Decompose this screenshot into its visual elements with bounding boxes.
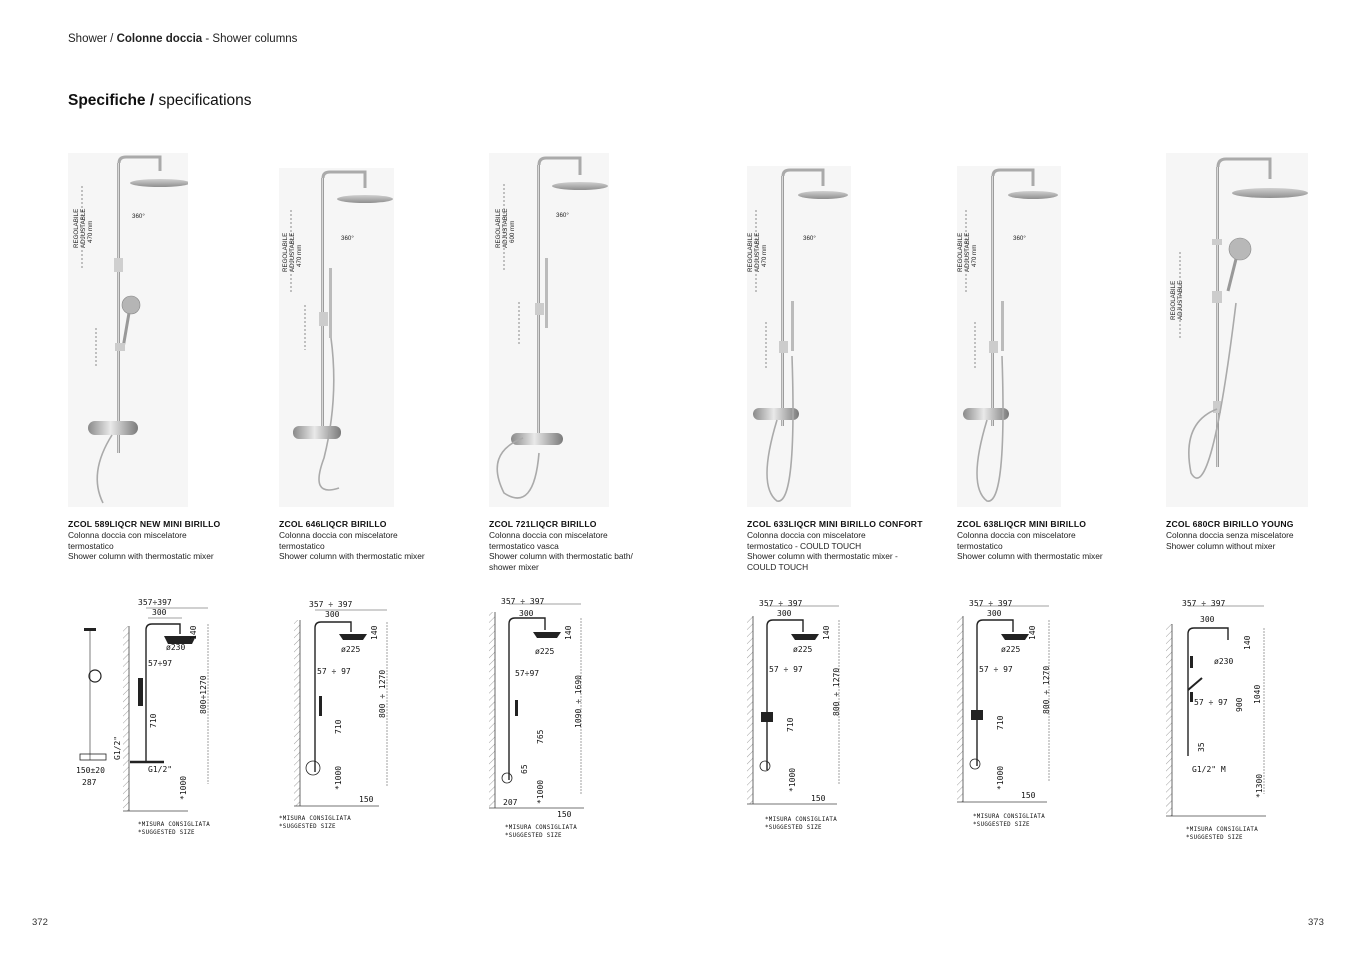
dim-spout: 65	[520, 764, 529, 774]
adjust-label-it: REGOLABILE	[73, 208, 80, 248]
adjust-label-it: REGOLABILE	[957, 232, 964, 272]
dim-width: 357 ÷ 397	[759, 599, 803, 608]
adjust-range: 470 mm	[87, 220, 94, 243]
dim-arm: 300	[777, 609, 792, 618]
note-en: *SUGGESTED SIZE	[973, 822, 1030, 828]
product-desc-en: Shower column with thermostatic mixer	[68, 551, 214, 562]
product-desc-en: Shower column with thermostatic mixer	[957, 551, 1103, 562]
adjust-range: 470 mm	[296, 244, 303, 267]
dim-centers: 150	[1021, 791, 1036, 800]
dim-width: 357÷397	[138, 598, 172, 607]
title-english: specifications	[158, 92, 252, 109]
dim-floor: *1000	[179, 775, 188, 800]
dim-height: 1040	[1253, 684, 1262, 704]
product-680	[1166, 519, 1355, 551]
title-italian: Specifiche /	[68, 92, 159, 109]
dim-drop: 140	[189, 625, 198, 640]
product-589	[68, 519, 258, 562]
dim-width: 357 ÷ 397	[969, 599, 1013, 608]
product-721	[489, 519, 679, 572]
dim-bar: 57 ÷ 97	[769, 665, 803, 674]
product-photo-721	[489, 153, 609, 507]
adjust-label-en: ADJUSTABLE	[1177, 280, 1184, 320]
product-code: ZCOL 633LIQCR MINI BIRILLO CONFORT	[747, 519, 923, 529]
adjust-label-en: ADJUSTABLE	[80, 208, 87, 248]
page-number-right: 373	[1308, 917, 1324, 928]
dim-floor: *1000	[788, 767, 797, 792]
dim-mixer: 710	[786, 717, 795, 732]
dim-slider: 35	[1197, 742, 1206, 752]
note-en: *SUGGESTED SIZE	[138, 830, 195, 836]
adjust-label-it: REGOLABILE	[1170, 280, 1177, 320]
note-it: *MISURA CONSIGLIATA	[1186, 827, 1259, 833]
product-code: ZCOL 638LIQCR MINI BIRILLO	[957, 519, 1087, 529]
dim-arm: 300	[152, 608, 167, 617]
dim-head: ø230	[166, 643, 186, 652]
product-desc-it: Colonna doccia con miscelatore termostatico	[279, 530, 398, 551]
dim-bar: 57÷97	[515, 669, 540, 678]
adjust-label-en: ADJUSTABLE	[502, 208, 509, 248]
adjust-label-it: REGOLABILE	[747, 232, 754, 272]
dim-floor: *1000	[536, 779, 545, 804]
dim-bar: 57 ÷ 97	[317, 667, 351, 676]
dim-inner: 900	[1235, 697, 1244, 712]
product-desc-en: Shower column with thermostatic bath/ shower mixer	[489, 551, 633, 572]
product-photo-638	[957, 166, 1061, 507]
dim-height: 800÷1270	[199, 675, 208, 714]
adjust-range: 600 mm	[509, 220, 516, 243]
adjust-label-en: ADJUSTABLE	[754, 232, 761, 272]
dim-inlet: G1/2" M	[1192, 765, 1226, 774]
dim-mixer: 710	[996, 715, 1005, 730]
dim-bar: 57÷97	[148, 659, 173, 668]
rotation-label: 360°	[556, 212, 569, 219]
dim-bar: 57 ÷ 97	[979, 665, 1013, 674]
note-it: *MISURA CONSIGLIATA	[505, 825, 578, 831]
rotation-label: 360°	[1013, 235, 1026, 242]
dim-drop: 140	[370, 625, 379, 640]
dim-head: ø225	[535, 647, 555, 656]
dim-width: 357 ÷ 397	[309, 600, 353, 609]
dim-height: 800 ÷ 1270	[832, 667, 841, 716]
dim-head: ø225	[793, 645, 813, 654]
dim-drop: 140	[822, 625, 831, 640]
dim-floor: *1000	[334, 765, 343, 790]
adjust-label-en: ADJUSTABLE	[964, 232, 971, 272]
note-en: *SUGGESTED SIZE	[1186, 835, 1243, 841]
note-it: *MISURA CONSIGLIATA	[765, 817, 838, 823]
rotation-label: 360°	[341, 235, 354, 242]
dim-height: 800 ÷ 1270	[378, 669, 387, 718]
technical-drawing-633	[747, 594, 867, 834]
note-en: *SUGGESTED SIZE	[279, 824, 336, 830]
product-desc-it: Colonna doccia con miscelatore termostatico	[68, 530, 187, 551]
dim-arm: 300	[519, 609, 534, 618]
technical-drawing-721	[489, 594, 619, 839]
page-number-left: 372	[32, 917, 48, 928]
dim-drop: 140	[564, 625, 573, 640]
product-desc-it: Colonna doccia con miscelatore termostatico	[957, 530, 1076, 551]
adjust-range: 470 mm	[971, 244, 978, 267]
adjust-label-en: ADJUSTABLE	[289, 232, 296, 272]
product-633	[747, 519, 937, 572]
rotation-label: 360°	[132, 213, 145, 220]
page-title	[68, 92, 252, 110]
dim-head: ø225	[341, 645, 361, 654]
dim-height: 800 ÷ 1270	[1042, 665, 1051, 714]
dim-width: 357 ÷ 397	[501, 597, 545, 606]
product-photo-680	[1166, 153, 1308, 507]
product-photo-633	[747, 166, 851, 507]
technical-drawing-638	[957, 594, 1077, 829]
product-photo-589	[68, 153, 188, 507]
note-en: *SUGGESTED SIZE	[765, 825, 822, 831]
adjust-label-it: REGOLABILE	[495, 208, 502, 248]
dim-arm: 300	[987, 609, 1002, 618]
technical-drawing-680	[1166, 594, 1286, 844]
product-desc-it: Colonna doccia con miscelatore termostatico - COULD TOUCH	[747, 530, 866, 551]
product-code: ZCOL 721LIQCR BIRILLO	[489, 519, 597, 529]
dim-height: 1090 ÷ 1690	[574, 675, 583, 728]
product-code: ZCOL 589LIQCR NEW MINI BIRILLO	[68, 519, 221, 529]
dim-mixer: 710	[334, 719, 343, 734]
dim-width: 357 ÷ 397	[1182, 599, 1226, 608]
dim-floor: *1000	[996, 765, 1005, 790]
breadcrumb	[68, 33, 297, 45]
dim-mixer: 765	[536, 729, 545, 744]
dim-head: ø225	[1001, 645, 1021, 654]
dim-centers: 150	[557, 810, 572, 819]
breadcrumb-current: Colonne doccia	[116, 33, 203, 45]
dim-inlet-2: G1/2"	[148, 765, 173, 774]
dim-inlet: G1/2"	[113, 735, 122, 760]
product-desc-en: Shower column with thermostatic mixer - COULD TOUCH	[747, 551, 898, 572]
product-code: ZCOL 646LIQCR BIRILLO	[279, 519, 387, 529]
technical-drawing-646	[279, 596, 409, 836]
dim-centers: 150±20	[76, 766, 105, 775]
product-desc-en: Shower column without mixer	[1166, 540, 1276, 551]
breadcrumb-english: - Shower columns	[202, 33, 298, 45]
product-desc-it: Colonna doccia con miscelatore termostatico vasca	[489, 530, 608, 551]
dim-centers: 150	[811, 794, 826, 803]
dim-bar: 57 ÷ 97	[1194, 698, 1228, 707]
product-photo-646	[279, 168, 394, 507]
dim-centers: 150	[359, 795, 374, 804]
dim-arm: 300	[1200, 615, 1215, 624]
dim-arm: 300	[325, 610, 340, 619]
technical-drawing-589	[68, 594, 228, 839]
breadcrumb-shower: Shower /	[68, 33, 117, 45]
note-it: *MISURA CONSIGLIATA	[973, 814, 1046, 820]
dim-drop: 140	[1243, 635, 1252, 650]
adjust-range: 470 mm	[761, 244, 768, 267]
note-it: *MISURA CONSIGLIATA	[138, 822, 211, 828]
dim-floor: *1300	[1255, 773, 1264, 798]
product-code: ZCOL 680CR BIRILLO YOUNG	[1166, 519, 1294, 529]
dim-mixer: 710	[149, 713, 158, 728]
dim-depth: 207	[503, 798, 518, 807]
product-desc-en: Shower column with thermostatic mixer	[279, 551, 425, 562]
note-it: *MISURA CONSIGLIATA	[279, 816, 352, 822]
dim-drop: 140	[1028, 625, 1037, 640]
note-en: *SUGGESTED SIZE	[505, 833, 562, 839]
product-646	[279, 519, 469, 562]
adjust-label-it: REGOLABILE	[282, 232, 289, 272]
product-desc-it: Colonna doccia senza miscelatore	[1166, 530, 1294, 541]
dim-depth: 287	[82, 778, 97, 787]
rotation-label: 360°	[803, 235, 816, 242]
dim-head: ø230	[1214, 657, 1234, 666]
product-638	[957, 519, 1147, 562]
